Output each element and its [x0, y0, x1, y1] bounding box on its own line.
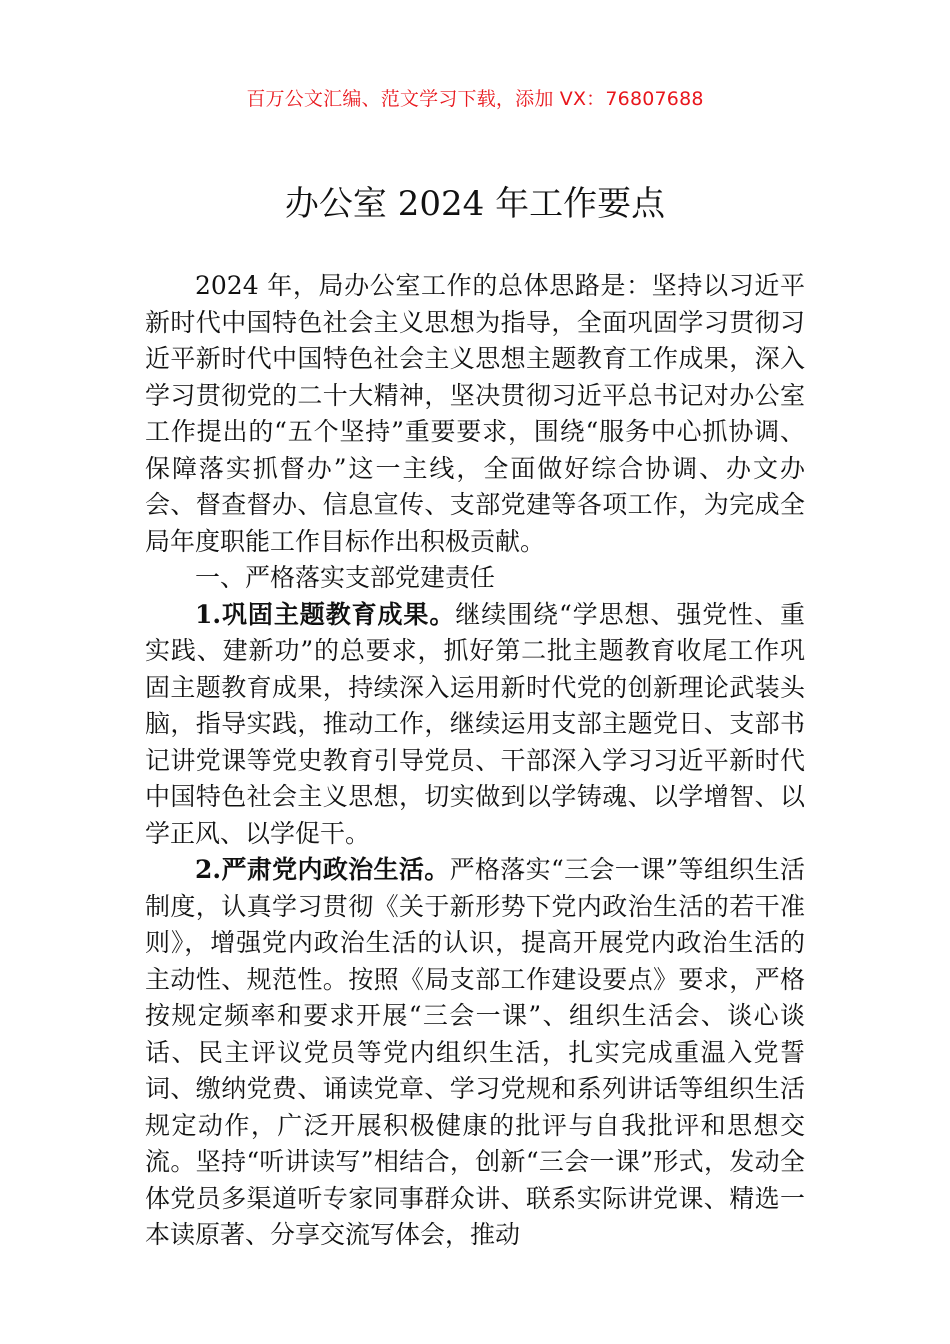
header-watermark-note: 百万公文汇编、范文学习下载，添加 VX：76807688 — [246, 88, 704, 110]
item-paragraph-1 — [145, 597, 805, 853]
intro-paragraph: 2024 年，局办公室工作的总体思路是：坚持以习近平新时代中国特色社会主义思想为指导，全面巩固学习贯彻习近平新时代中国特色社会主义思想主题教育工作成果，深入学习贯彻党的二十大精神，坚决贯彻习近平总书记对办公室工作提出的“五个坚持”重要要求，围绕“服务中心抓协调、保障落实抓督办”这一主线，全面做好综合协调、办文办会、督查督办、信息宣传、支部党建等各项工作，为完成全局年度职能工作目标作出积极贡献。 — [145, 271, 805, 556]
item-1-lead: 1.巩固主题教育成果。 — [195, 599, 456, 629]
document-title: 办公室 2024 年工作要点 — [284, 184, 666, 224]
item-2-lead: 2.严肃党内政治生活。 — [195, 855, 450, 884]
item-1-text: 继续围绕“学思想、强党性、重实践、建新功”的总要求，抓好第二批主题教育收尾工作巩固主题教育成果，持续深入运用新时代党的创新理论武装头脑，指导实践，推动工作，继续运用支部主题党日、支部书记讲党课等党史教育引导党员、干部深入学习习近平新时代中国特色社会主义思想，切实做到以学铸魂、以学增智、以学正风、以学促干。 — [145, 599, 805, 848]
item-paragraph-2 — [145, 852, 805, 1254]
document-body — [145, 268, 805, 1254]
item-2-text: 严格落实“三会一课”等组织生活制度，认真学习贯彻《关于新形势下党内政治生活的若干准则》，增强党内政治生活的认识，提高开展党内政治生活的主动性、规范性。按照《局支部工作建设要点》要求，严格按规定频率和要求开展“三会一课”、组织生活会、谈心谈话、民主评议党员等党内组织生活，扎实完成重温入党誓词、缴纳党费、诵读党章、学习党规和系列讲话等组织生活规定动作，广泛开展积极健康的批评与自我批评和思想交流。坚持“听讲读写”相结合，创新“三会一课”形式，发动全体党员多渠道听专家同事群众讲、联系实际讲党课、精选一本读原著、分享交流写体会，推动 — [145, 855, 805, 1249]
section-heading-1: 一、严格落实支部党建责任 — [195, 563, 496, 592]
